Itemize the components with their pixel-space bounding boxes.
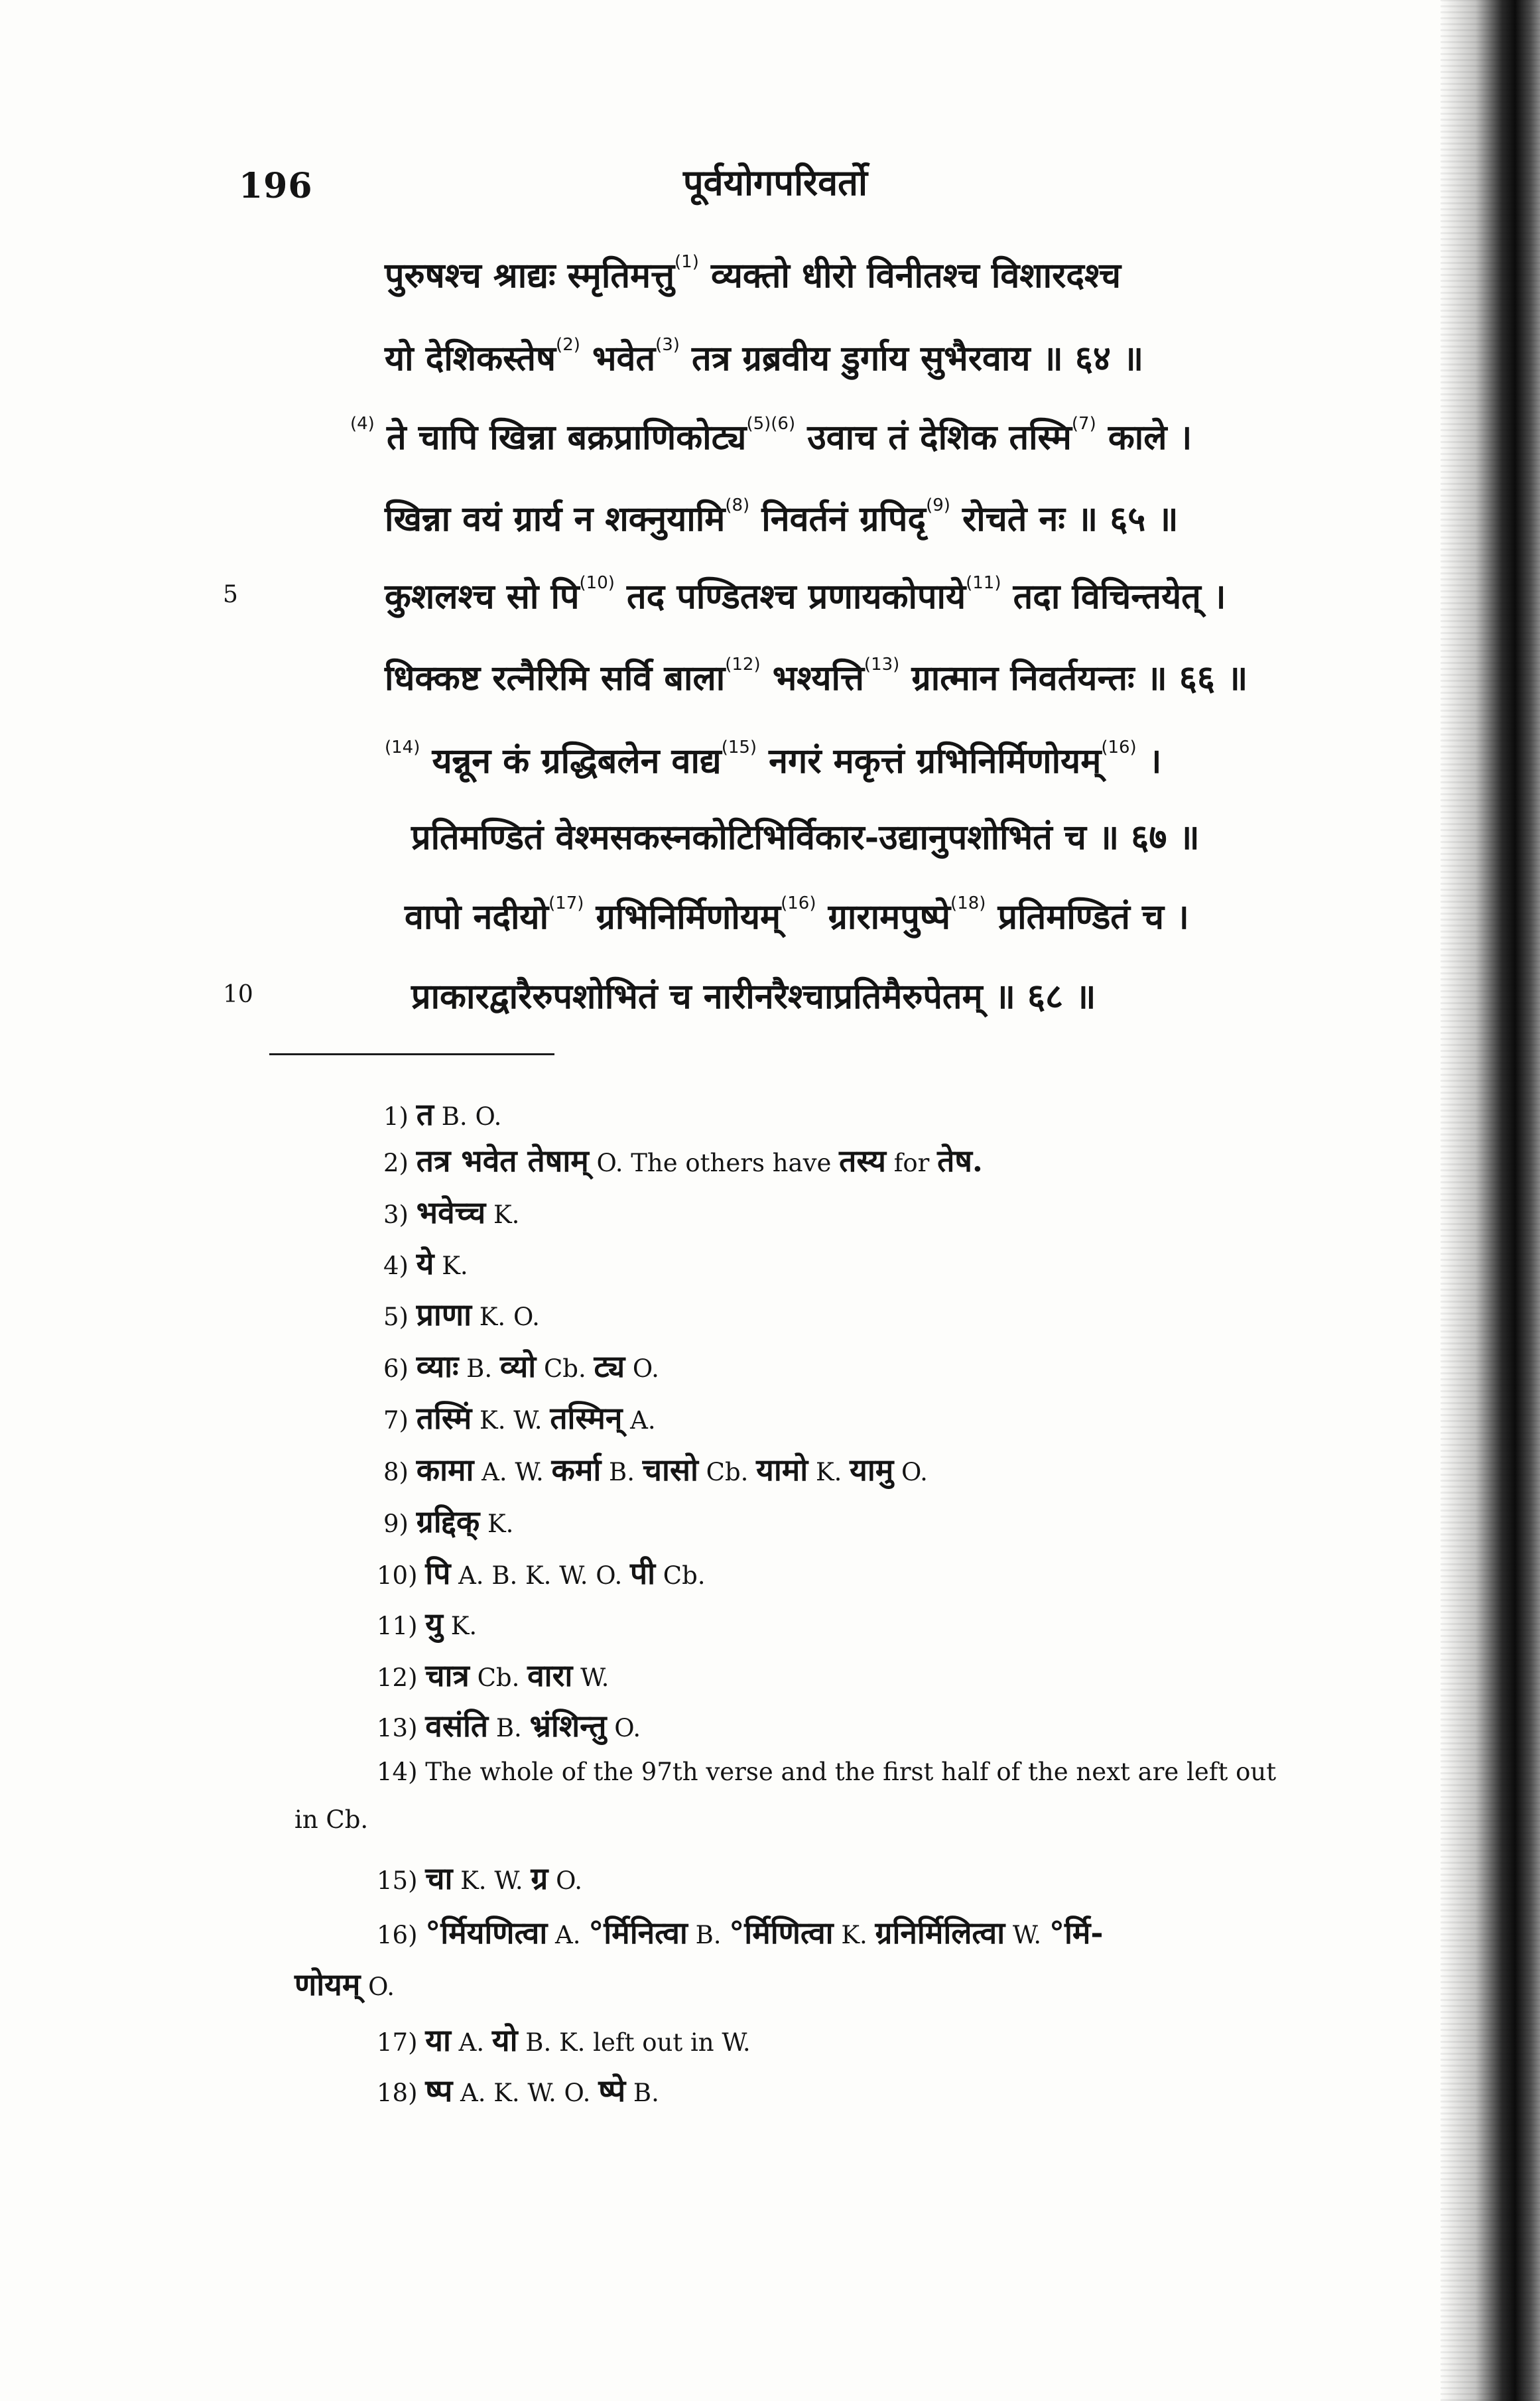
footnote-marker: (17) [548,893,584,913]
variant-reading: ष्प [425,2073,453,2109]
footnote-line [377,2069,659,2110]
verse-text: प्रतिमण्डितं च । [986,897,1189,937]
footnote-number: 8) [383,1458,417,1486]
verse-text: वापो नदीयो [405,897,549,937]
variant-reading: भवेच्च [416,1195,486,1230]
footnote-text: Cb. [536,1354,594,1383]
variant-reading: पि [425,1555,451,1591]
footnote-text: A. W. [474,1458,552,1486]
variant-reading: तेष. [937,1143,983,1179]
footnote-text: A. [547,1921,589,1949]
verse-text: ते चापि खिन्ना बक्रप्राणिकोट्य [374,417,747,458]
variant-reading: ष्पे [598,2073,626,2109]
footnote-text: K. [442,1612,478,1640]
footnote-line [383,1242,468,1283]
footnote-text: O. [625,1354,659,1383]
variant-reading: प्राणा [416,1297,472,1332]
footnote-number: 6) [383,1354,417,1383]
footnote-marker: (7) [1071,414,1096,434]
footnote-line [377,2019,751,2060]
footnote-marker: (4) [350,414,375,434]
verse-line [385,334,1143,381]
footnote-text: K. W. [452,1866,531,1895]
footnote-number: 2) [383,1149,417,1177]
variant-reading: चात्र [425,1657,470,1693]
variant-reading: °र्मि- [1049,1915,1104,1951]
footnote-text: The whole of the 97th verse and the first half of the next are left out [425,1758,1277,1786]
footnote-text: A. [622,1406,656,1435]
footnote-number: 3) [383,1200,417,1229]
footnote-text: in Cb. [294,1805,369,1834]
verse-line [350,413,1192,460]
variant-reading: ग्र [531,1860,548,1896]
footnote-marker: (9) [926,495,950,515]
footnote-number: 18) [377,2079,426,2107]
verse-text: निवर्तनं ग्रपिदृ [749,499,927,539]
variant-reading: चासो [642,1452,698,1488]
verse-line [385,736,1162,783]
footnote-text: W. [1005,1921,1049,1949]
footnote-text: K. [434,1252,468,1280]
variant-reading: ग्रनिर्मिलित्वा [875,1915,1005,1951]
variant-reading: °र्मिणित्वा [729,1915,834,1951]
footnote-number: 12) [377,1663,426,1692]
footnote-marker: (3) [655,335,680,355]
verse-text: भश्यत्ति [760,658,864,698]
footnote-line [383,1397,656,1438]
footnote-line [377,1912,1103,1953]
footnote-marker: (12) [725,655,761,675]
footnote-marker: (15) [721,738,757,757]
footnote-number: 10) [377,1561,426,1590]
verse-text: नगरं मकृत्तं ग्रभिनिर्मिणोयम् [757,741,1102,781]
footnote-line [383,1093,501,1134]
footnote-text: K. [808,1458,850,1486]
footnote-marker: (18) [950,893,986,913]
footnote-line [383,1500,513,1541]
verse-text: कुशलश्च सो पि [385,576,580,617]
variant-reading: तस्मिन् [550,1400,623,1436]
verse-text: ग्रभिनिर्मिणोयम् [584,897,781,937]
footnote-rule [269,1053,554,1055]
variant-reading: कामा [416,1452,474,1488]
footnote-line [377,1705,641,1746]
footnote-marker: (5) [746,414,771,434]
footnote-line [294,1805,368,1834]
verse-text: ग्रात्मान निवर्तयन्तः ॥ ६६ ॥ [899,658,1248,698]
footnote-text: for [885,1149,938,1177]
verse-text: । [1136,741,1162,781]
footnote-line [377,1654,609,1695]
footnote-text: B. K. left out in W. [517,2028,751,2057]
variant-reading: वारा [527,1657,573,1693]
variant-reading: तस्मिं [416,1400,472,1436]
footnote-marker: (1) [674,252,699,272]
variant-reading: °र्मिनित्वा [588,1915,688,1951]
footnote-text: O. The others have [588,1149,840,1177]
variant-reading: ये [416,1246,434,1281]
footnote-text: O. [548,1866,583,1895]
footnote-number: 5) [383,1303,417,1331]
footnote-text: B. O. [433,1102,502,1131]
footnote-text: K. [485,1200,520,1229]
variant-reading: चा [425,1860,453,1896]
footnote-text: B. [601,1458,643,1486]
verse-text: यन्नून कं ग्रद्धिबलेन वाद्य [420,741,722,781]
verse-text: तदा विचिन्तयेत् । [1001,576,1226,617]
variant-reading: त [416,1096,434,1132]
footnote-line [377,1758,1276,1786]
verse-text: प्रतिमण्डितं वेश्मसकस्नकोटिभिर्विकार-उद्यानुपशोभितं च ॥ ६७ ॥ [411,817,1200,858]
footnote-text: B. [458,1354,500,1383]
verse-text: यो देशिकस्तेष [385,338,556,379]
footnote-text: A. K. W. O. [452,2079,599,2107]
variant-reading: व्यो [499,1348,537,1384]
variant-reading: व्याः [416,1348,459,1384]
verse-line [385,251,1121,298]
page-number: 196 [239,166,313,206]
footnote-marker: (16) [781,893,816,913]
footnote-marker: (8) [725,495,750,515]
verse-text: व्यक्तो धीरो विनीतश्च विशारदश्च [698,255,1122,296]
verse-text: प्राकारद्वारैरुपशोभितं च नारीनरैश्चाप्रतिमैरुपेतम् ॥ ६८ ॥ [411,976,1096,1017]
line-number-margin: 10 [223,981,253,1008]
footnote-marker: (2) [556,335,580,355]
footnote-line [383,1191,519,1232]
footnote-line [377,1602,477,1644]
footnote-marker: (11) [966,573,1001,593]
verse-line [405,892,1189,939]
footnote-text: W. [572,1663,610,1692]
footnote-number: 17) [377,2028,426,2057]
footnote-line [383,1139,983,1181]
footnote-text: K. [833,1921,875,1949]
variant-reading: वसंति [425,1708,489,1744]
variant-reading: या [425,2022,451,2058]
footnote-marker: (6) [771,414,796,434]
footnote-line [377,1857,582,1898]
variant-reading: ट्य [594,1348,625,1384]
footnote-line [377,1552,706,1593]
footnote-line [383,1293,540,1334]
footnote-marker: (14) [385,738,420,757]
variant-reading: तत्र भवेत तेषाम् [416,1143,589,1179]
verse-text: ग्रारामपुष्पे [816,897,951,937]
variant-reading: तस्य [839,1143,886,1179]
footnote-text: B. [625,2079,659,2107]
footnote-text: O. [893,1458,928,1486]
running-head: पूर्वयोगपरिवर्तो [683,161,867,204]
footnote-number: 15) [377,1866,426,1895]
footnote-text: B. [687,1921,730,1949]
footnote-text: Cb. [698,1458,757,1486]
verse-text: रोचते नः ॥ ६५ ॥ [950,499,1179,539]
footnote-text: B. [488,1714,530,1742]
variant-reading: यामो [756,1452,808,1488]
variant-reading: °र्मियणित्वा [425,1915,548,1951]
footnote-number: 11) [377,1612,426,1640]
verse-line [385,494,1179,541]
verse-text: खिन्ना वयं ग्रार्य न शक्नुयामि [385,499,726,539]
footnote-marker: (13) [864,655,900,675]
variant-reading: यो [491,2022,518,2058]
variant-reading: ग्रद्दिक् [416,1504,480,1539]
variant-reading: णोयम् [294,1967,361,2002]
verse-text: धिक्कष्ट रत्नैरिमि सर्वि बाला [385,658,726,698]
verse-line [411,972,1096,1019]
footnote-text: K. W. [472,1406,550,1435]
footnote-line [294,1963,395,2004]
footnote-text: A. [450,2028,492,2057]
footnote-text: A. B. K. W. O. [450,1561,630,1590]
line-number-margin: 5 [223,581,238,608]
footnote-number: 1) [383,1102,417,1131]
variant-reading: कर्मा [551,1452,602,1488]
footnote-text: O. [606,1714,641,1742]
footnote-text: O. [360,1973,395,2001]
footnote-text: Cb. [469,1663,528,1692]
verse-line [411,812,1200,860]
verse-text: भवेत [580,338,656,379]
verse-line [385,653,1248,700]
verse-text: तद पण्डितश्च प्रणायकोपाये [614,576,966,617]
verse-line [385,572,1226,619]
footnote-line [383,1449,928,1490]
variant-reading: यामु [850,1452,894,1488]
footnote-number: 16) [377,1921,426,1949]
footnote-number: 9) [383,1510,417,1538]
footnote-line [383,1345,659,1386]
verse-text: तत्र ग्रब्रवीय डुर्गाय सुभैरवाय ॥ ६४ ॥ [679,338,1144,379]
variant-reading: भ्रंशिन्तु [529,1708,607,1744]
verse-text: पुरुषश्च श्राद्यः स्मृतिमत्तु [385,255,675,296]
footnote-marker: (10) [579,573,615,593]
footnote-marker: (16) [1101,738,1137,757]
footnote-number: 14) [377,1758,426,1786]
footnote-text: K. O. [472,1303,540,1331]
variant-reading: पी [629,1555,656,1591]
footnote-text: Cb. [655,1561,706,1590]
variant-reading: यु [425,1606,443,1642]
footnote-number: 7) [383,1406,417,1435]
footnote-number: 4) [383,1252,417,1280]
verse-text: काले । [1096,417,1192,458]
verse-text: उवाच तं देशिक तस्मि [795,417,1072,458]
footnote-text: K. [480,1510,514,1538]
footnote-number: 13) [377,1714,426,1742]
book-binding-shadow [1441,0,1540,2401]
